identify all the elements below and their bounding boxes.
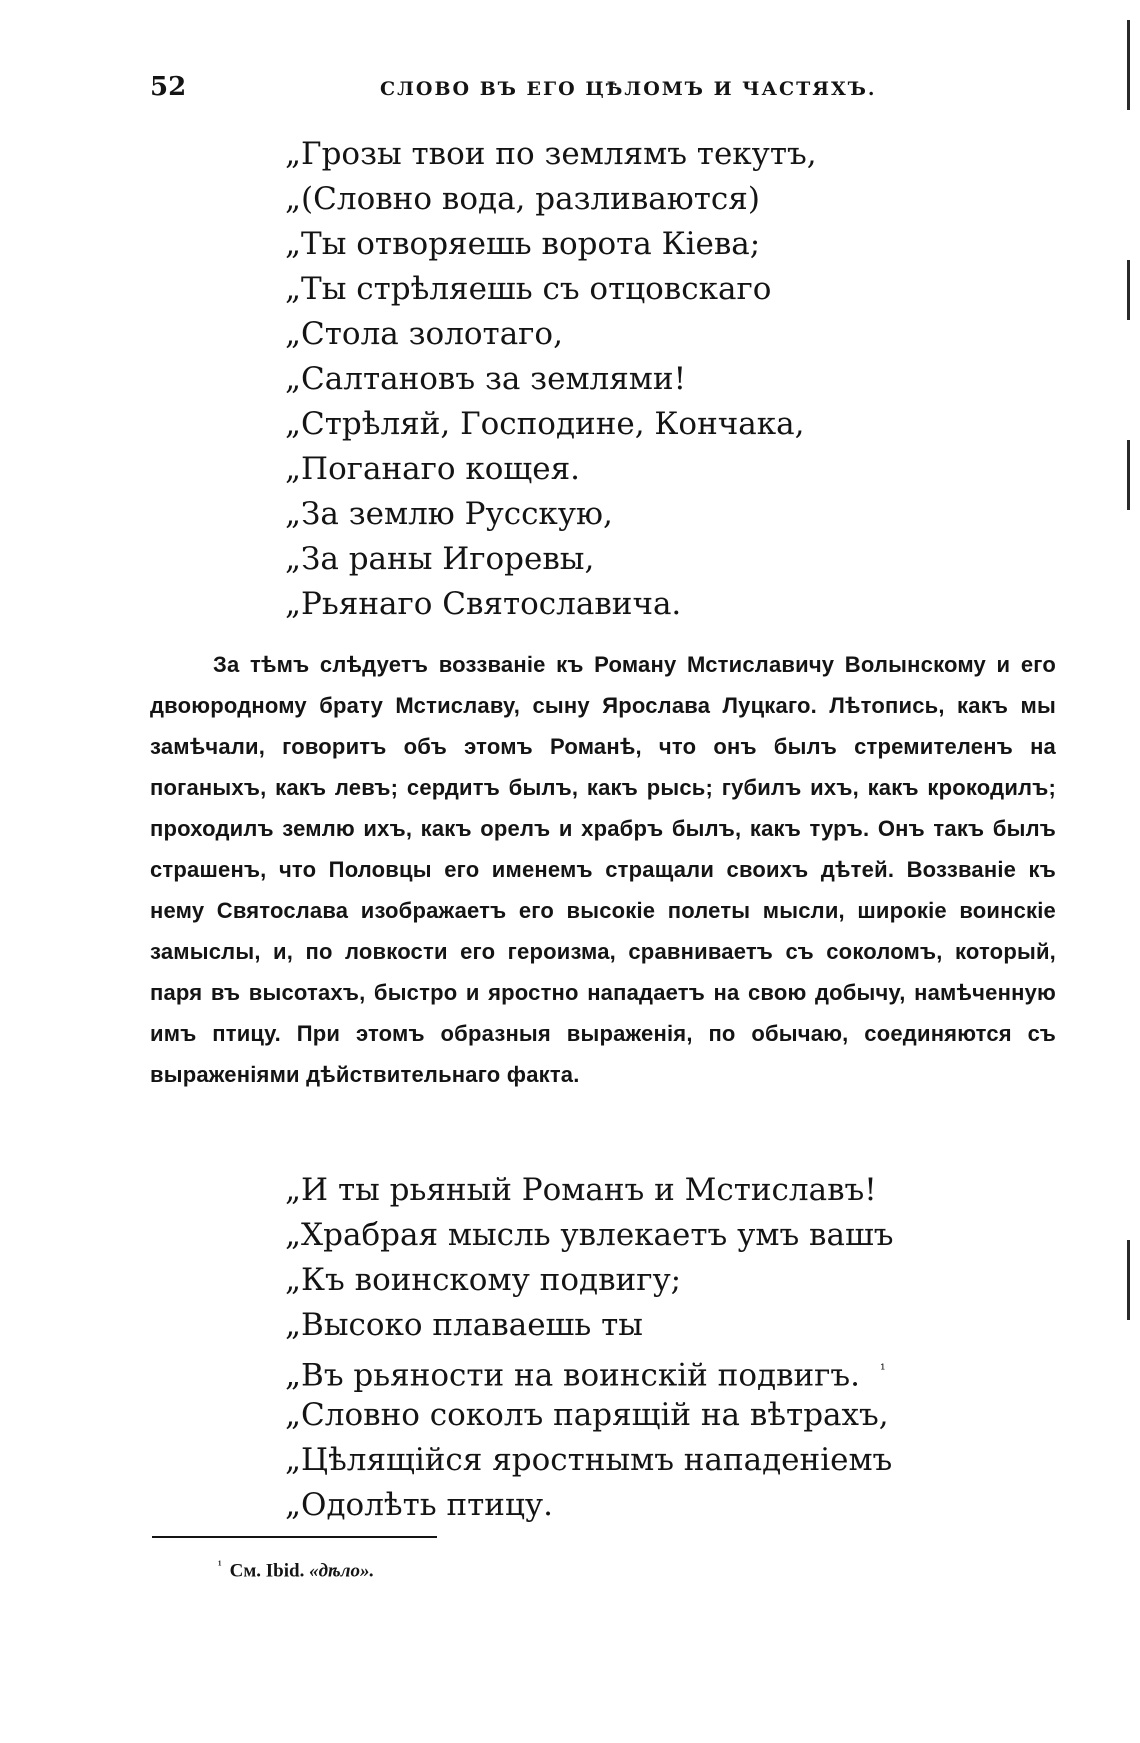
verse-line: „Салтановъ за землями! [285,361,687,397]
verse-line: „Цѣлящійся яростнымъ нападеніемъ [285,1442,893,1478]
verse-line: „Стола золотаго, [285,316,563,352]
verse-line: „Одолѣть птицу. [285,1487,553,1523]
verse-line: „Словно соколъ парящій на вѣтрахъ, [285,1397,889,1433]
verse-line-with-footnote [285,1348,894,1393]
page-number: 52 [150,72,187,102]
verse-line: „Къ воинскому подвигу; [285,1262,682,1298]
footnote-reference[interactable]: ¹ [880,1362,886,1378]
running-title: СЛОВО ВЪ ЕГО ЦѢЛОМЪ И ЧАСТЯХЪ. [380,78,877,100]
verse-line: „Храбрая мысль увлекаетъ умъ вашъ [285,1217,894,1253]
verse-line: „Рьянаго Святославича. [285,586,682,622]
verse-line: „Высоко плаваешь ты [285,1307,643,1343]
verse-block-two [285,1168,894,1528]
verse-block-one [285,132,817,627]
verse-line: „Ты стрѣляешь съ отцовскаго [285,271,772,307]
footnote-divider [152,1536,437,1538]
scan-edge-mark [1127,20,1130,110]
verse-line: „Ты отворяешь ворота Кіева; [285,226,761,262]
verse-line: „И ты рьяный Романъ и Мстиславъ! [285,1172,877,1208]
verse-line: „(Словно вода, разливаются) [285,181,760,217]
verse-line: „Грозы твои по землямъ текутъ, [285,136,817,172]
footnote-text: См. Ibid. [229,1560,305,1582]
scan-edge-mark [1127,1240,1130,1320]
footnote-quote: «дѣло». [309,1560,375,1582]
verse-line-text: „Въ рьяности на воинскій подвигъ. [285,1357,860,1394]
verse-line: „За землю Русскую, [285,496,613,532]
verse-line: „Стрѣляй, Господине, Кончака, [285,406,805,442]
footnote-marker: ¹ [218,1558,222,1572]
scan-edge-mark [1127,260,1130,320]
scan-edge-mark [1127,440,1130,510]
verse-line: „За раны Игоревы, [285,541,595,577]
footnote [218,1558,374,1582]
verse-line: „Поганаго кощея. [285,451,580,487]
commentary-paragraph: За тѣмъ слѣдуетъ воззваніе къ Роману Мстиславичу Волынскому и его двоюродному брату Мстиславу, сыну Ярослава Луцкаго. Лѣтопись, какъ мы замѣчали, говоритъ объ этомъ Романѣ, что онъ былъ стремителенъ на поганыхъ, какъ левъ; сердитъ былъ, какъ рысь; губилъ ихъ, какъ крокодилъ; проходилъ землю ихъ, какъ орелъ и храбръ былъ, какъ туръ. Онъ такъ былъ страшенъ, что Половцы его именемъ стращали своихъ дѣтей. Воззваніе къ нему Святослава изображаетъ его высокіе полеты мысли, широкіе воинскіе замыслы, и, по ловкости его героизма, сравниваетъ съ соколомъ, который, паря въ высотахъ, быстро и яростно нападаетъ на свою добычу, намѣченную имъ птицу. При этомъ образныя выраженія, по обычаю, соединяются съ выраженіями дѣйствительнаго факта. [150,652,1056,1087]
page-header [150,72,1050,112]
